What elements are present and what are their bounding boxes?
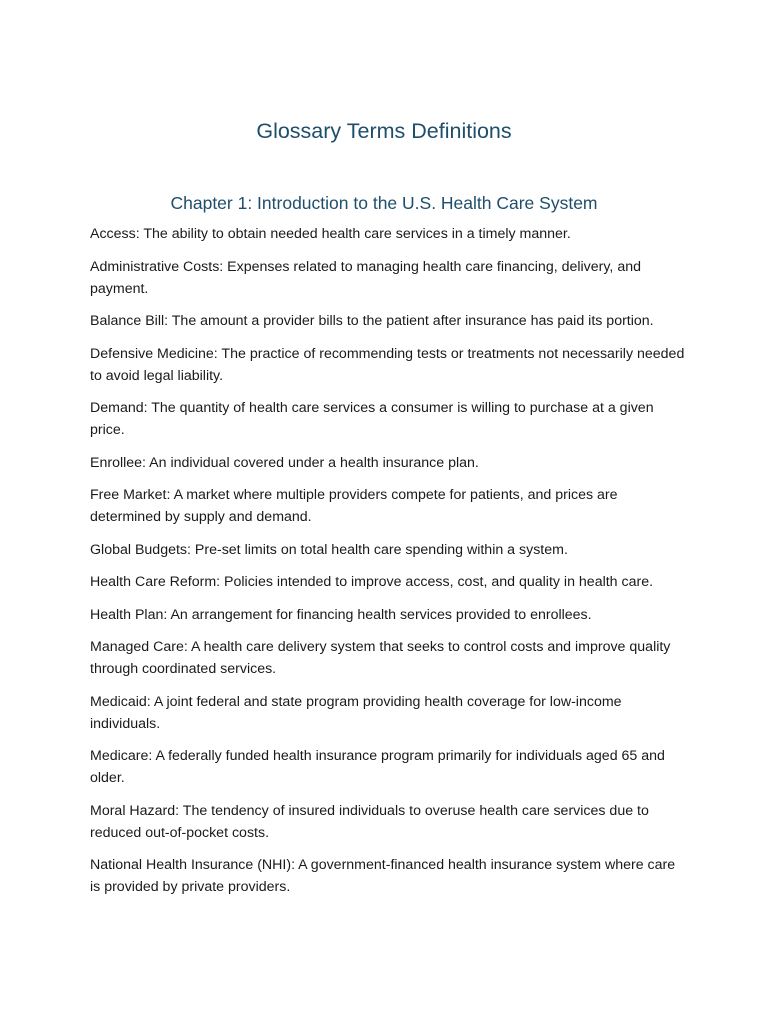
document-title: Glossary Terms Definitions	[256, 119, 512, 143]
glossary-term: Balance Bill: The amount a provider bills to the patient after insurance has paid its portion.	[90, 313, 654, 329]
glossary-term: Moral Hazard: The tendency of insured individuals to overuse health care services due to reduced out-of-pocket costs.	[90, 802, 649, 841]
glossary-term: Demand: The quantity of health care services a consumer is willing to purchase at a given price.	[90, 400, 654, 438]
glossary-term: Defensive Medicine: The practice of recommending tests or treatments not necessarily needed to avoid legal liability.	[90, 345, 685, 384]
glossary-term: Medicaid: A joint federal and state program providing health coverage for low-income individuals.	[90, 693, 622, 732]
glossary-term-list	[90, 223, 686, 909]
glossary-term: Global Budgets: Pre-set limits on total health care spending within a system.	[90, 541, 568, 558]
glossary-term: Enrollee: An individual covered under a health insurance plan.	[90, 454, 479, 471]
glossary-term: Medicare: A federally funded health insurance program primarily for individuals aged 65 and older.	[90, 748, 665, 786]
glossary-term: Managed Care: A health care delivery system that seeks to control costs and improve quality through coordinated services.	[90, 639, 671, 677]
glossary-term: Health Care Reform: Policies intended to improve access, cost, and quality in health care.	[90, 574, 654, 590]
chapter-heading: Chapter 1: Introduction to the U.S. Health Care System	[170, 193, 598, 213]
glossary-term: Free Market: A market where multiple providers compete for patients, and prices are determined by supply and demand.	[90, 487, 618, 525]
glossary-term: National Health Insurance (NHI): A government-financed health insurance system where care is provided by private providers.	[90, 857, 676, 895]
glossary-term: Access: The ability to obtain needed health care services in a timely manner.	[90, 226, 571, 242]
glossary-term: Health Plan: An arrangement for financing health services provided to enrollees.	[90, 606, 592, 623]
glossary-term: Administrative Costs: Expenses related to managing health care financing, delivery, and payment.	[90, 258, 641, 297]
